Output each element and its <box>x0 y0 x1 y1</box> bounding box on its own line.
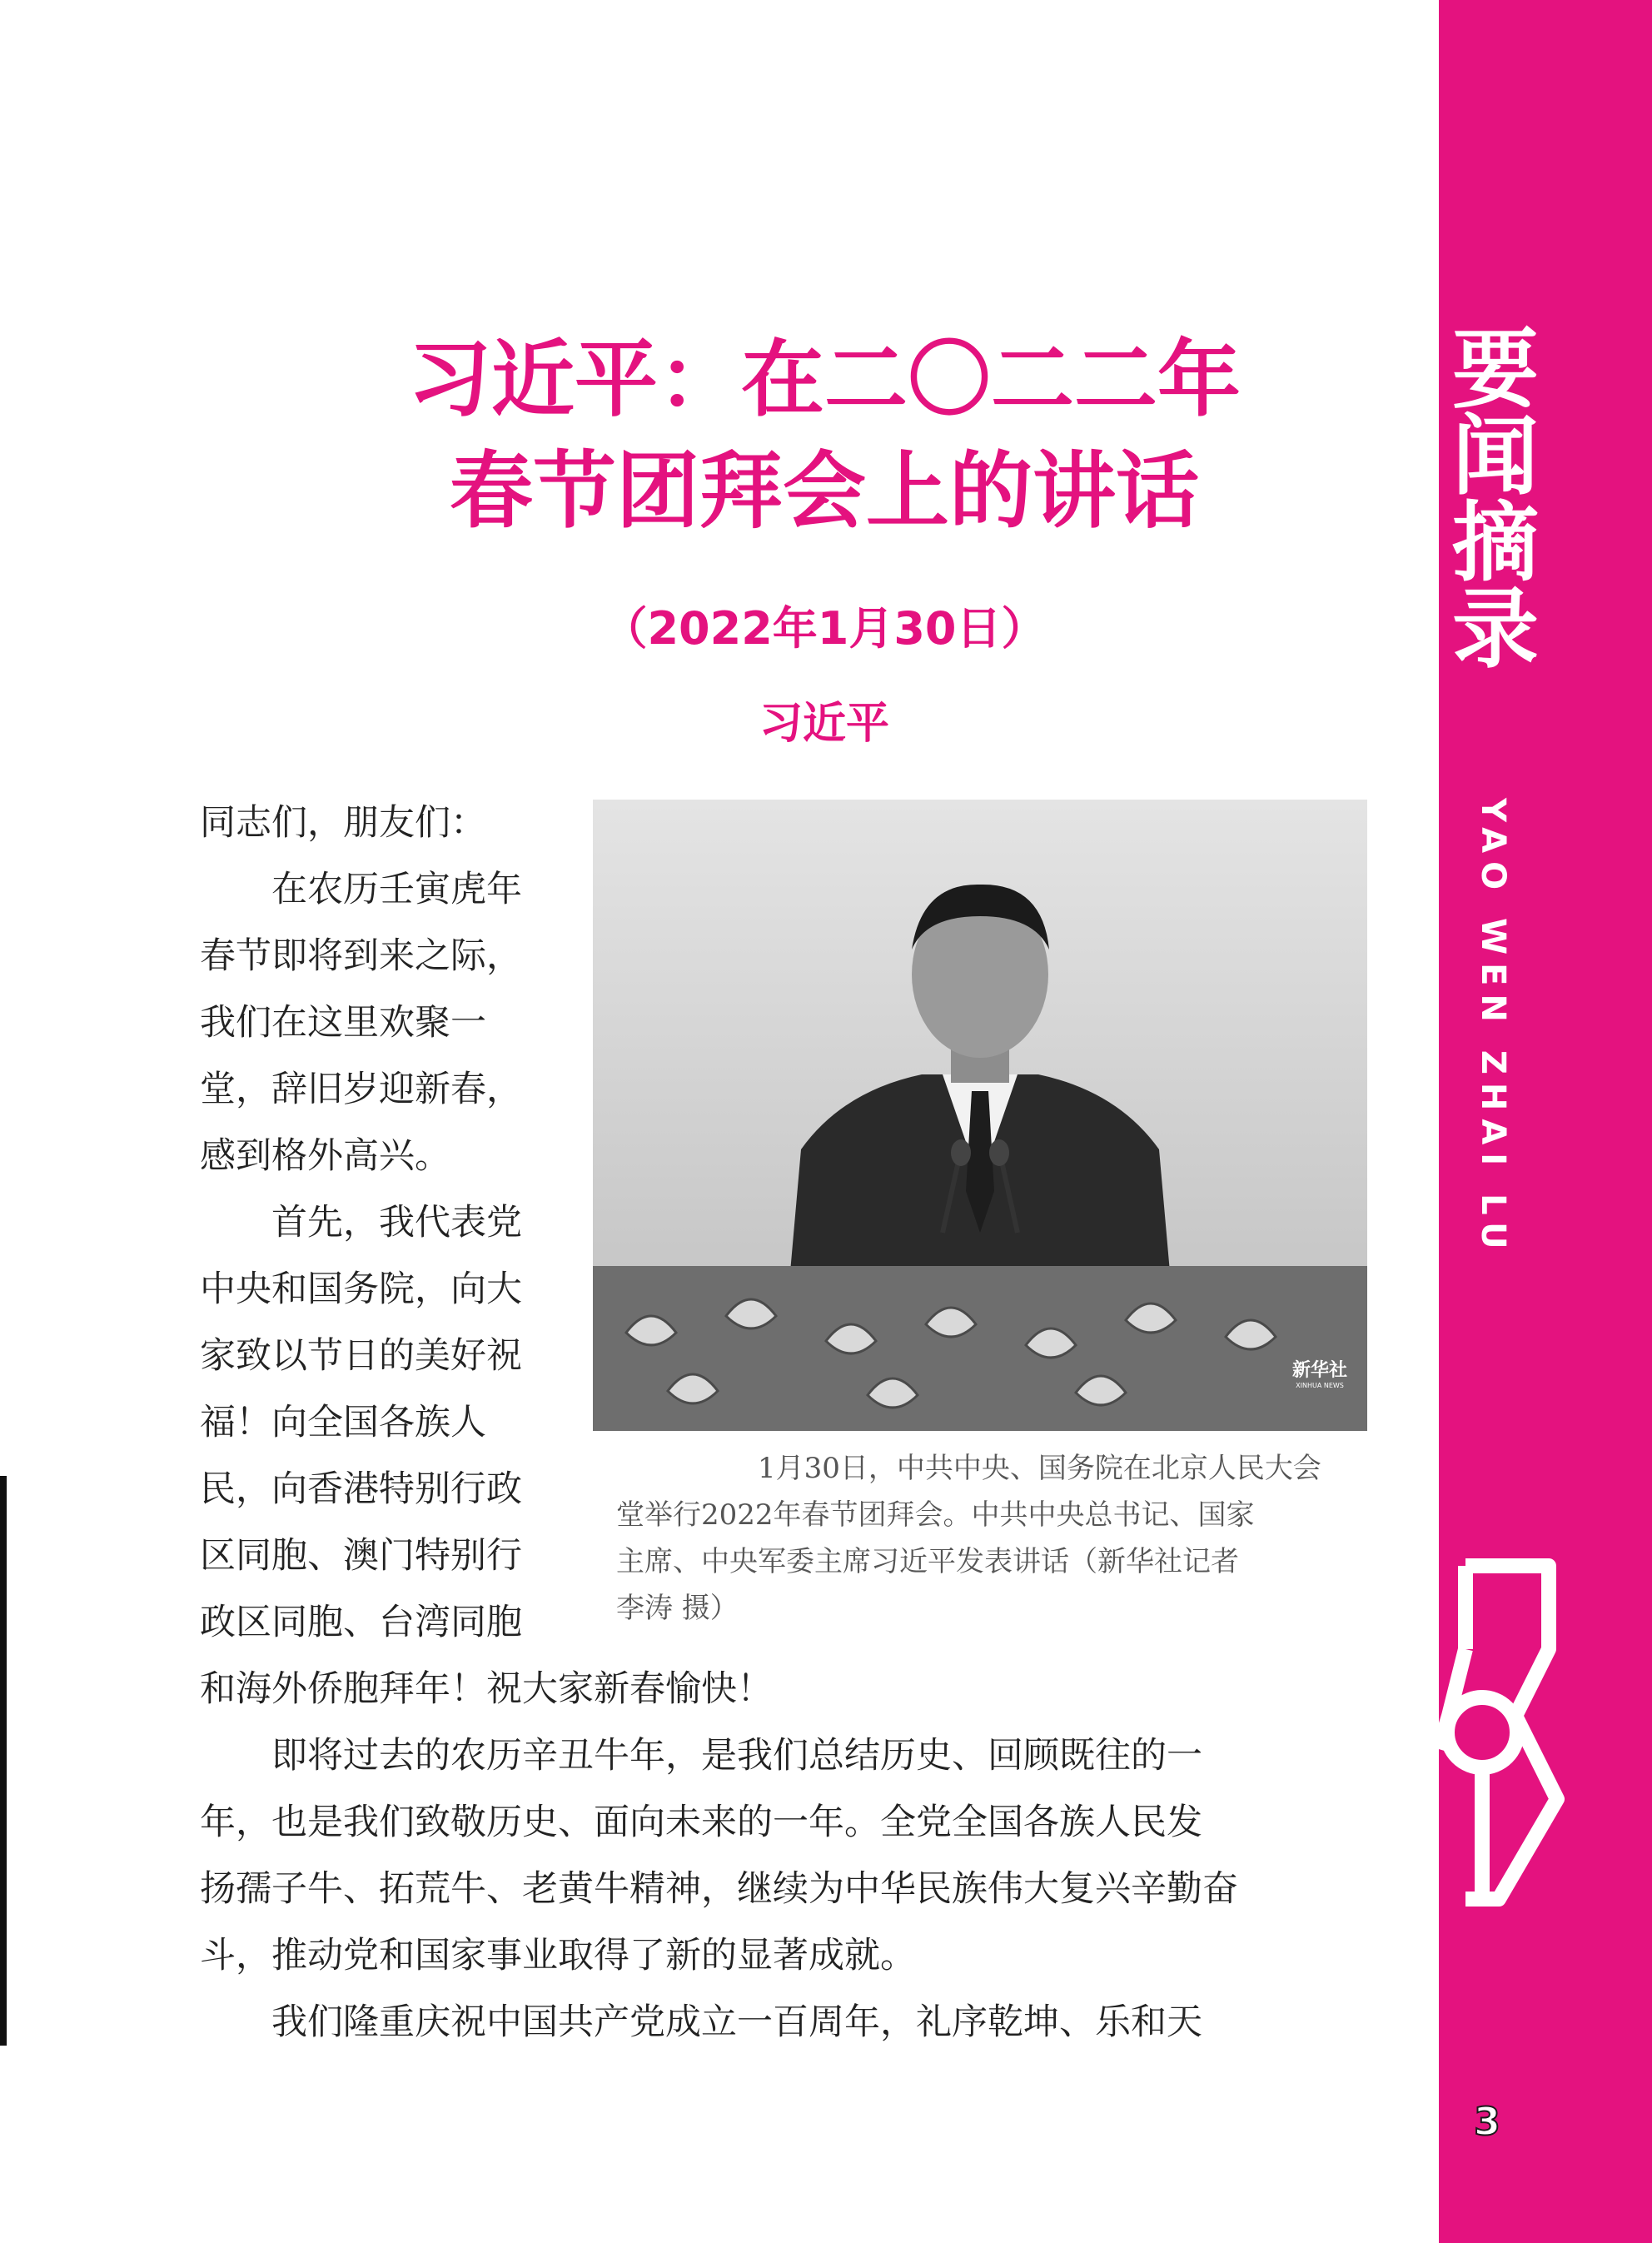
article-title-line-2: 春节团拜会上的讲话 <box>450 441 1199 540</box>
text-line: 福！向全国各族人 <box>200 1402 486 1443</box>
caption-line: 1月30日，中共中央、国务院在北京人民大会 <box>758 1452 1321 1485</box>
full-text-column <box>200 1656 1349 2056</box>
article-date: （2022年1月30日） <box>602 602 1047 655</box>
text-line: 在农历壬寅虎年 <box>271 869 522 910</box>
fountain-pen-icon <box>1432 1549 1582 1907</box>
photo-caption <box>616 1445 1366 1632</box>
article-title-line-1: 习近平：在二〇二二年 <box>408 330 1241 428</box>
text-line: 春节即将到来之际， <box>200 935 522 977</box>
text-line: 同志们，朋友们： <box>200 802 486 844</box>
text-line: 中央和国务院，向大 <box>200 1269 522 1310</box>
text-line: 区同胞、澳门特别行 <box>200 1535 522 1577</box>
speech-photo <box>593 800 1367 1431</box>
narrow-text-column <box>200 790 556 1656</box>
xinhua-watermark <box>1291 1356 1349 1389</box>
text-line: 堂，辞旧岁迎新春， <box>200 1069 522 1110</box>
text-line: 我们隆重庆祝中国共产党成立一百周年，礼序乾坤、乐和天 <box>271 2001 1202 2043</box>
text-line: 首先，我代表党 <box>271 1202 522 1244</box>
text-line: 扬孺子牛、拓荒牛、老黄牛精神，继续为中华民族伟大复兴辛勤奋 <box>200 1868 1238 1910</box>
text-line: 民，向香港特别行政 <box>200 1468 522 1510</box>
article-author: 习近平 <box>759 699 889 749</box>
text-line: 感到格外高兴。 <box>200 1135 450 1177</box>
watermark-text: 新华社 <box>1291 1360 1347 1381</box>
text-line: 斗，推动党和国家事业取得了新的显著成就。 <box>200 1935 916 1976</box>
section-title: 要闻摘录 <box>1437 323 1540 670</box>
text-line: 年，也是我们致敬历史、面向未来的一年。全党全国各族人民发 <box>200 1802 1202 1843</box>
left-edge-bar <box>0 1476 7 2046</box>
text-line: 家致以节日的美好祝 <box>200 1335 522 1377</box>
section-latin-label: YAO WEN ZHAI LU <box>1474 798 1512 1258</box>
text-line: 即将过去的农历辛丑牛年，是我们总结历史、回顾既往的一 <box>271 1735 1202 1777</box>
watermark-subtext: XINHUA NEWS <box>1296 1382 1344 1389</box>
text-line: 和海外侨胞拜年！祝大家新春愉快！ <box>200 1668 773 1710</box>
caption-line: 李涛 摄） <box>616 1592 739 1625</box>
text-line: 我们在这里欢聚一 <box>200 1002 486 1044</box>
page-number: 3 <box>1473 2099 1500 2144</box>
caption-line: 堂举行2022年春节团拜会。中共中央总书记、国家 <box>616 1498 1255 1532</box>
text-line: 政区同胞、台湾同胞 <box>200 1602 522 1643</box>
caption-line: 主席、中央军委主席习近平发表讲话（新华社记者 <box>616 1545 1239 1578</box>
